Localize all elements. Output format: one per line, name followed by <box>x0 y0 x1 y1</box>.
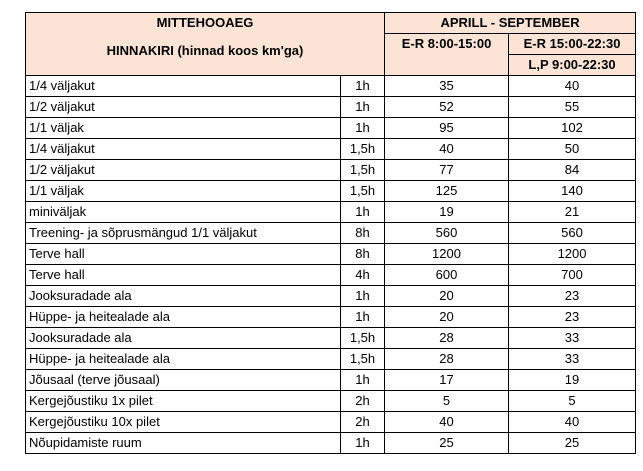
service-name-cell: 1/2 väljakut <box>26 160 341 181</box>
column-header-weekday-morning-label: E-R 8:00-15:00 <box>401 36 492 51</box>
duration-cell: 2h <box>341 391 385 412</box>
service-name-cell: 1/4 väljakut <box>26 76 341 97</box>
table-row <box>26 223 636 244</box>
price-weekday-morning-cell: 28 <box>385 349 509 370</box>
table-row <box>26 244 636 265</box>
price-table <box>25 12 636 454</box>
price-evening-weekend-cell: 25 <box>509 433 636 454</box>
price-weekday-morning-cell: 52 <box>385 97 509 118</box>
table-row <box>26 97 636 118</box>
price-weekday-morning-cell: 20 <box>385 286 509 307</box>
table-row <box>26 139 636 160</box>
price-evening-weekend-cell: 1200 <box>509 244 636 265</box>
table-row <box>26 286 636 307</box>
season-off-title: MITTEHOOAEG <box>156 15 254 30</box>
price-evening-weekend-cell: 21 <box>509 202 636 223</box>
service-name-cell: Terve hall <box>26 265 341 286</box>
price-evening-weekend-cell: 19 <box>509 370 636 391</box>
table-row <box>26 181 636 202</box>
duration-cell: 1,5h <box>341 328 385 349</box>
price-weekday-morning-cell: 77 <box>385 160 509 181</box>
table-row <box>26 412 636 433</box>
price-evening-weekend-cell: 560 <box>509 223 636 244</box>
table-row <box>26 160 636 181</box>
duration-cell: 1h <box>341 76 385 97</box>
service-name-cell: Jooksuradade ala <box>26 286 341 307</box>
service-name-cell: Hüppe- ja heitealade ala <box>26 307 341 328</box>
table-row <box>26 433 636 454</box>
price-evening-weekend-cell: 40 <box>509 76 636 97</box>
price-weekday-morning-cell: 560 <box>385 223 509 244</box>
price-weekday-morning-cell: 19 <box>385 202 509 223</box>
price-evening-weekend-cell: 140 <box>509 181 636 202</box>
service-name-cell: Kergejõustiku 10x pilet <box>26 412 341 433</box>
service-name-cell: Hüppe- ja heitealade ala <box>26 349 341 370</box>
price-evening-weekend-cell: 33 <box>509 349 636 370</box>
price-evening-weekend-cell: 700 <box>509 265 636 286</box>
price-evening-weekend-cell: 84 <box>509 160 636 181</box>
table-row <box>26 370 636 391</box>
price-weekday-morning-cell: 17 <box>385 370 509 391</box>
table-row <box>26 76 636 97</box>
service-name-cell: 1/1 väljak <box>26 118 341 139</box>
price-weekday-morning-cell: 25 <box>385 433 509 454</box>
service-name-cell: 1/1 väljak <box>26 181 341 202</box>
header-left-cell <box>26 13 385 76</box>
service-name-cell: Terve hall <box>26 244 341 265</box>
service-name-cell: miniväljak <box>26 202 341 223</box>
duration-cell: 1h <box>341 97 385 118</box>
price-list-subtitle: HINNAKIRI (hinnad koos km'ga) <box>106 43 304 58</box>
price-weekday-morning-cell: 600 <box>385 265 509 286</box>
duration-cell: 1h <box>341 433 385 454</box>
table-row <box>26 265 636 286</box>
service-name-cell: Treening- ja sõprusmängud 1/1 väljakut <box>26 223 341 244</box>
table-row <box>26 118 636 139</box>
price-weekday-morning-cell: 40 <box>385 139 509 160</box>
service-name-cell: 1/2 väljakut <box>26 97 341 118</box>
price-evening-weekend-cell: 23 <box>509 286 636 307</box>
price-evening-weekend-cell: 23 <box>509 307 636 328</box>
column-header-weekend-cell <box>509 55 636 76</box>
column-header-weekend-label: L,P 9:00-22:30 <box>528 57 616 72</box>
price-weekday-morning-cell: 35 <box>385 76 509 97</box>
column-header-weekday-morning <box>385 34 509 76</box>
price-weekday-morning-cell: 20 <box>385 307 509 328</box>
duration-cell: 2h <box>341 412 385 433</box>
table-row <box>26 328 636 349</box>
duration-cell: 1,5h <box>341 349 385 370</box>
price-evening-weekend-cell: 40 <box>509 412 636 433</box>
price-weekday-morning-cell: 40 <box>385 412 509 433</box>
table-row <box>26 391 636 412</box>
table-row <box>26 349 636 370</box>
price-table-body <box>26 76 636 454</box>
table-row <box>26 202 636 223</box>
duration-cell: 1h <box>341 307 385 328</box>
service-name-cell: Kergejõustiku 1x pilet <box>26 391 341 412</box>
table-row <box>26 307 636 328</box>
duration-cell: 1,5h <box>341 139 385 160</box>
price-evening-weekend-cell: 50 <box>509 139 636 160</box>
price-evening-weekend-cell: 5 <box>509 391 636 412</box>
duration-cell: 1h <box>341 202 385 223</box>
column-header-evening-weekend <box>509 34 636 55</box>
duration-cell: 8h <box>341 223 385 244</box>
price-weekday-morning-cell: 125 <box>385 181 509 202</box>
duration-cell: 1h <box>341 286 385 307</box>
price-weekday-morning-cell: 95 <box>385 118 509 139</box>
price-evening-weekend-cell: 33 <box>509 328 636 349</box>
duration-cell: 1,5h <box>341 160 385 181</box>
price-weekday-morning-cell: 1200 <box>385 244 509 265</box>
duration-cell: 1h <box>341 118 385 139</box>
service-name-cell: Nõupidamiste ruum <box>26 433 341 454</box>
service-name-cell: Jooksuradade ala <box>26 328 341 349</box>
price-weekday-morning-cell: 5 <box>385 391 509 412</box>
price-weekday-morning-cell: 28 <box>385 328 509 349</box>
price-evening-weekend-cell: 102 <box>509 118 636 139</box>
header-row-top <box>26 13 636 34</box>
duration-cell: 4h <box>341 265 385 286</box>
service-name-cell: 1/4 väljakut <box>26 139 341 160</box>
season-period-header: APRILL - SEPTEMBER <box>385 13 636 34</box>
service-name-cell: Jõusaal (terve jõusaal) <box>26 370 341 391</box>
price-evening-weekend-cell: 55 <box>509 97 636 118</box>
column-header-evening-label: E-R 15:00-22:30 <box>523 36 621 51</box>
duration-cell: 1h <box>341 370 385 391</box>
duration-cell: 1,5h <box>341 181 385 202</box>
duration-cell: 8h <box>341 244 385 265</box>
